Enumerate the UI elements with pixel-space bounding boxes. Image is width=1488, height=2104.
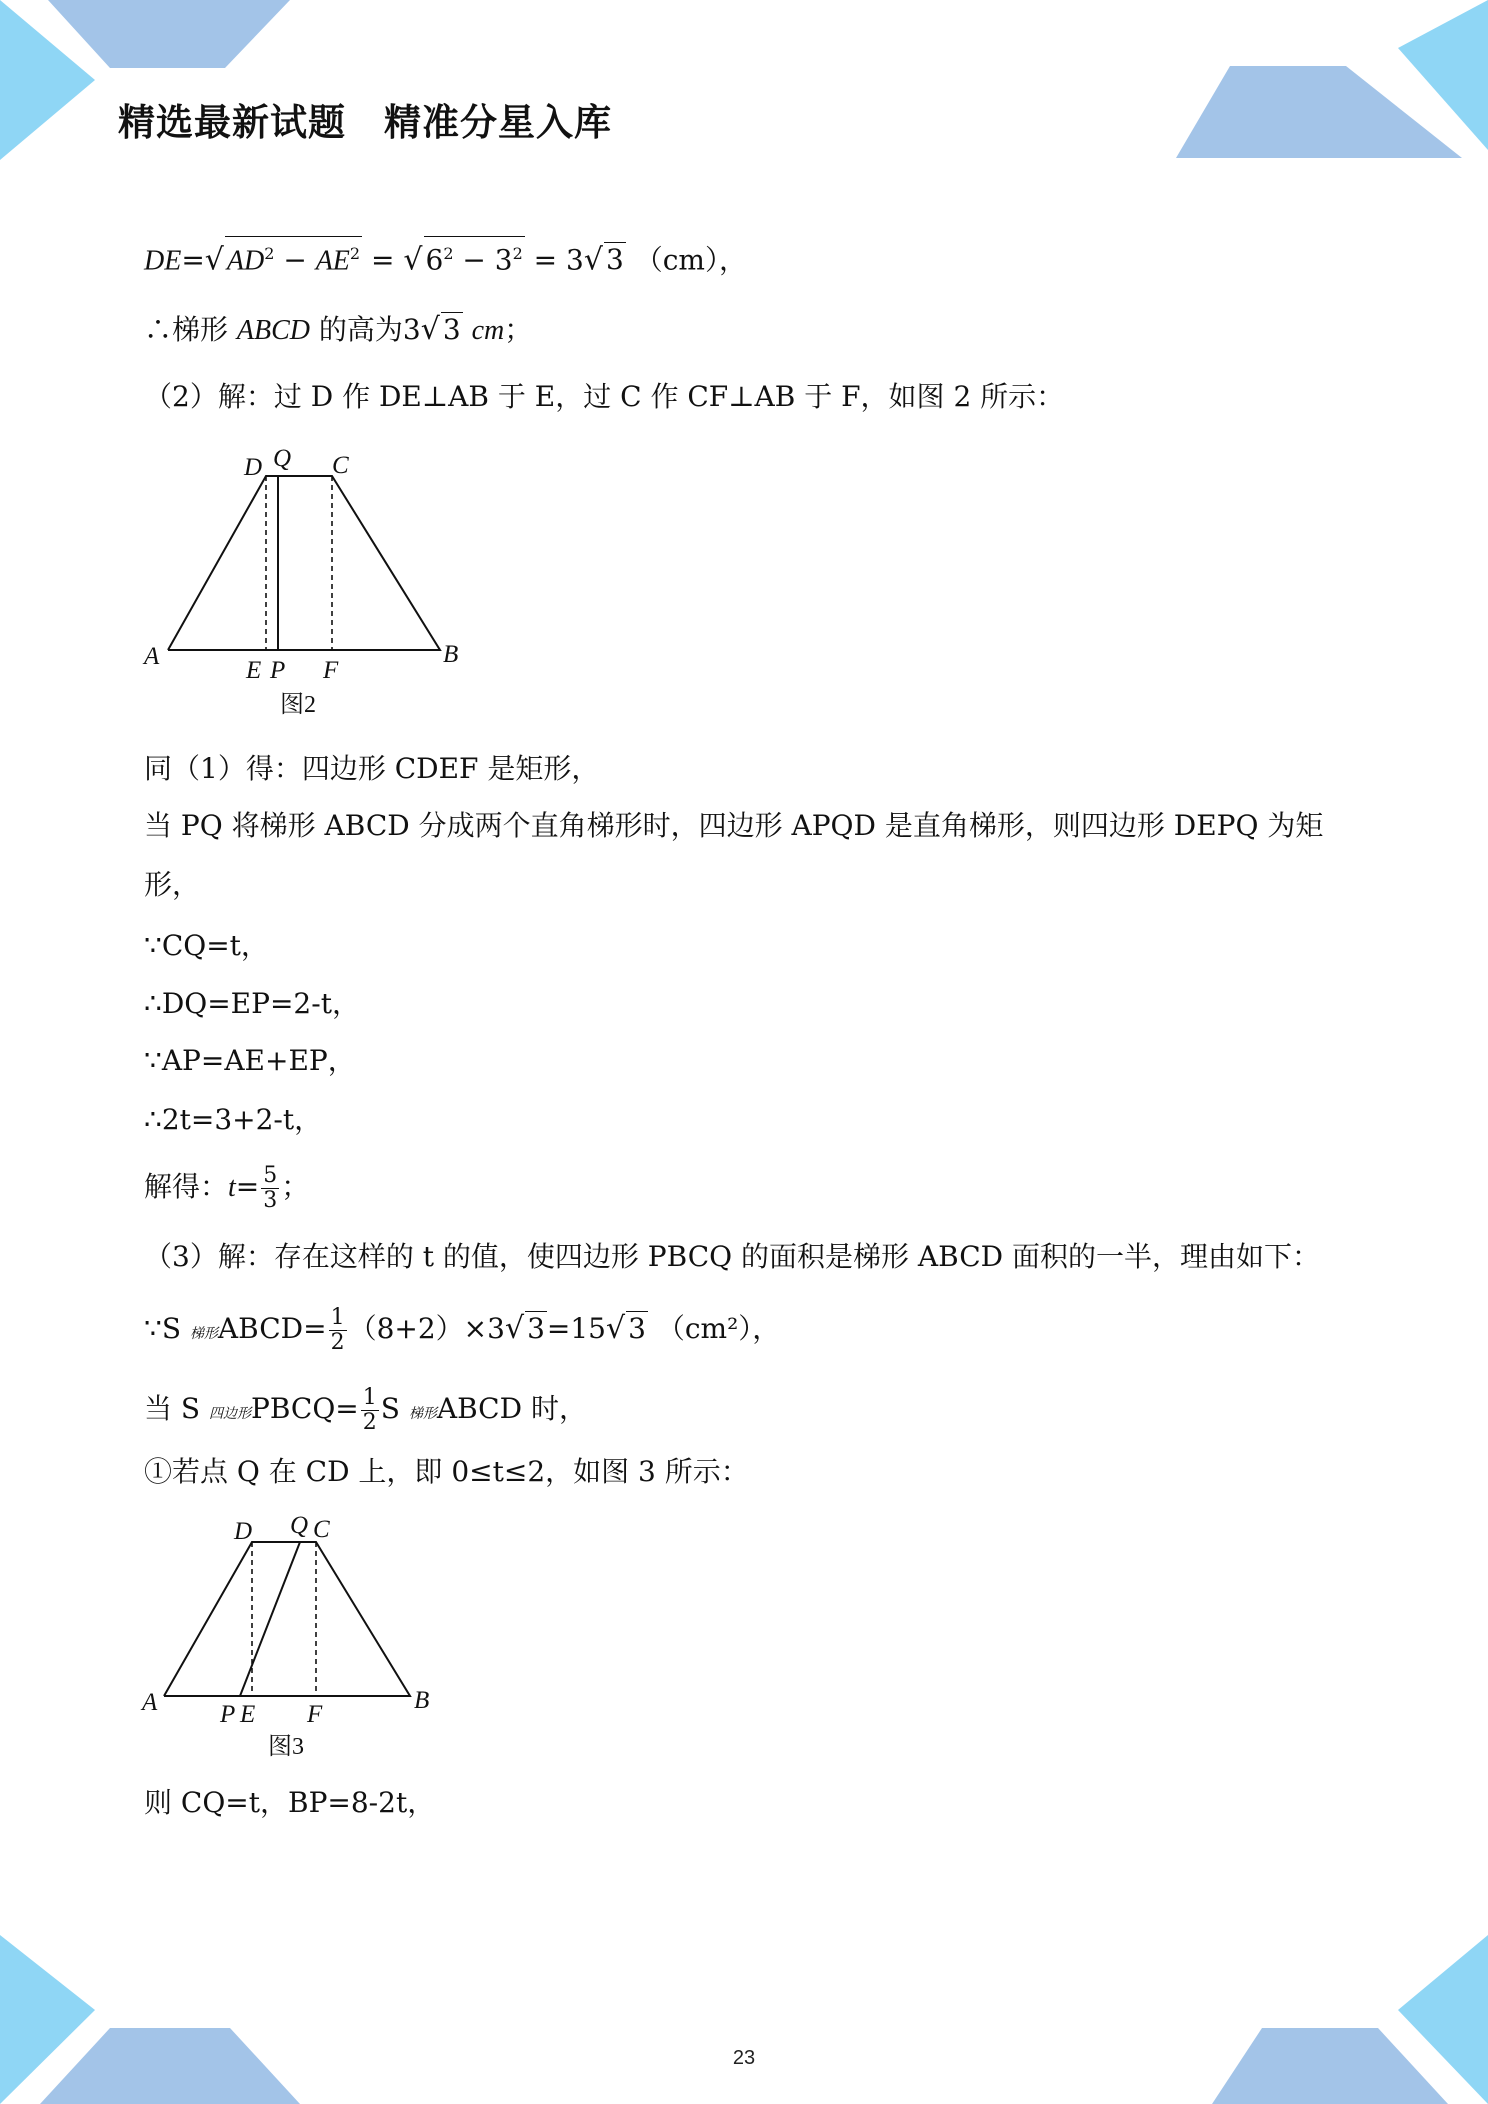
area-result: =15 (546, 1312, 606, 1345)
fig3-label-q: Q (290, 1512, 309, 1539)
height-end: ； (504, 313, 533, 346)
area-half: $\frac{1}{2}$ (330, 1305, 345, 1355)
fig2-label-c: C (332, 452, 349, 479)
height-statement: ∴梯形 ABCD 的高为3√ 3 cm； (144, 312, 533, 347)
fig2-label-q: Q (273, 445, 292, 472)
figure-3 (140, 1500, 460, 1770)
cond-half: $\frac{1}{2}$ (362, 1385, 377, 1435)
top-left-trapezoid-shape (48, 0, 290, 68)
solution-end: ； (281, 1170, 310, 1203)
fig3-label-p: P (220, 1701, 236, 1728)
cond-s: 当 S (144, 1392, 209, 1425)
step-dq: ∴DQ=EP=2-t， (144, 987, 360, 1020)
height-mid: 的高为 (310, 313, 403, 346)
fig2-label-f: F (323, 657, 339, 684)
fig3-line-pq (240, 1542, 300, 1696)
solution-t (144, 1164, 309, 1213)
figure-2 (140, 440, 480, 730)
area-product: （8+2）×3 (348, 1312, 505, 1345)
formula-de-unit: （cm）， (634, 243, 747, 277)
header-title: 精选最新试题 精准分星入库 (118, 101, 612, 144)
fig2-caption: 图2 (280, 692, 316, 718)
cond-abcd: ABCD 时， (436, 1392, 587, 1425)
area-sub: 梯形 (189, 1326, 218, 1342)
part3-intro: （3）解：存在这样的 t 的值，使四边形 PBCQ 的面积是梯形 ABCD 面积的一半，理由如下： (144, 1240, 1320, 1273)
cond-sub1: 四边形 (208, 1406, 251, 1422)
top-right-trapezoid-shape (1176, 66, 1462, 158)
cond-sub2: 梯形 (408, 1406, 437, 1422)
solution-var: t (228, 1172, 236, 1203)
fig2-label-a: A (144, 643, 160, 670)
fig3-label-f: F (307, 1701, 323, 1728)
step-cq: ∵CQ=t， (144, 929, 269, 962)
height-unit: cm (471, 315, 505, 346)
height-prefix: ∴梯形 (144, 313, 237, 346)
step-equation: ∴2t=3+2-t， (144, 1103, 323, 1136)
fig2-label-b: B (443, 641, 459, 668)
page-number: 23 (732, 2047, 756, 2069)
fig3-label-c: C (313, 1516, 330, 1543)
case-1: ①若点 Q 在 CD 上，即 0≤t≤2，如图 3 所示： (144, 1455, 749, 1488)
step-ap: ∵AP=AE+EP， (144, 1044, 356, 1077)
statement-cdef: 同（1）得：四边形 CDEF 是矩形， (144, 752, 600, 785)
formula-de: DE=√ $AD^2 - AE^2$ = √ $6^2 - 3^2 = 3√$ 3 （cm）， (144, 236, 747, 278)
fig3-caption: 图3 (268, 1734, 304, 1760)
statement-pq-split: 当 PQ 将梯形 ABCD 分成两个直角梯形时，四边形 APQD 是直角梯形，则四边形 DEPQ 为矩 (144, 809, 1324, 842)
part2-intro: （2）解：过 D 作 DE⊥AB 于 E，过 C 作 CF⊥AB 于 F，如图 2 所示： (144, 380, 1065, 413)
solution-eq: = (235, 1170, 260, 1203)
fig3-label-d: D (234, 1518, 253, 1545)
fig2-trapezoid (168, 476, 440, 650)
fig3-label-b: B (414, 1687, 430, 1714)
fig3-label-e: E (240, 1701, 256, 1728)
fig2-label-e: E (246, 657, 262, 684)
fig3-trapezoid (164, 1542, 410, 1696)
cond-pbcq: PBCQ= (250, 1392, 359, 1425)
area-s: ∵S (144, 1312, 190, 1345)
fig2-label-p: P (270, 657, 286, 684)
fig2-label-d: D (244, 454, 263, 481)
solution-fraction: $\frac{5}{3}$ (263, 1163, 278, 1213)
area-abcd: ABCD= (217, 1312, 327, 1345)
solution-prefix: 解得： (144, 1170, 229, 1203)
fig3-label-a: A (142, 1689, 158, 1716)
area-condition (144, 1386, 587, 1435)
statement-pq-split-cont: 形， (144, 868, 201, 901)
area-unit: （cm²）， (656, 1312, 781, 1345)
height-abcd: ABCD (236, 315, 311, 346)
case-1-step: 则 CQ=t，BP=8-2t， (144, 1786, 436, 1819)
area-trapezoid: ∵S 梯形ABCD= $\frac{1}{2}$ （8+2）×3√ 3=15√ 3 （cm²）， (144, 1305, 781, 1355)
cond-s2: S (380, 1392, 409, 1425)
